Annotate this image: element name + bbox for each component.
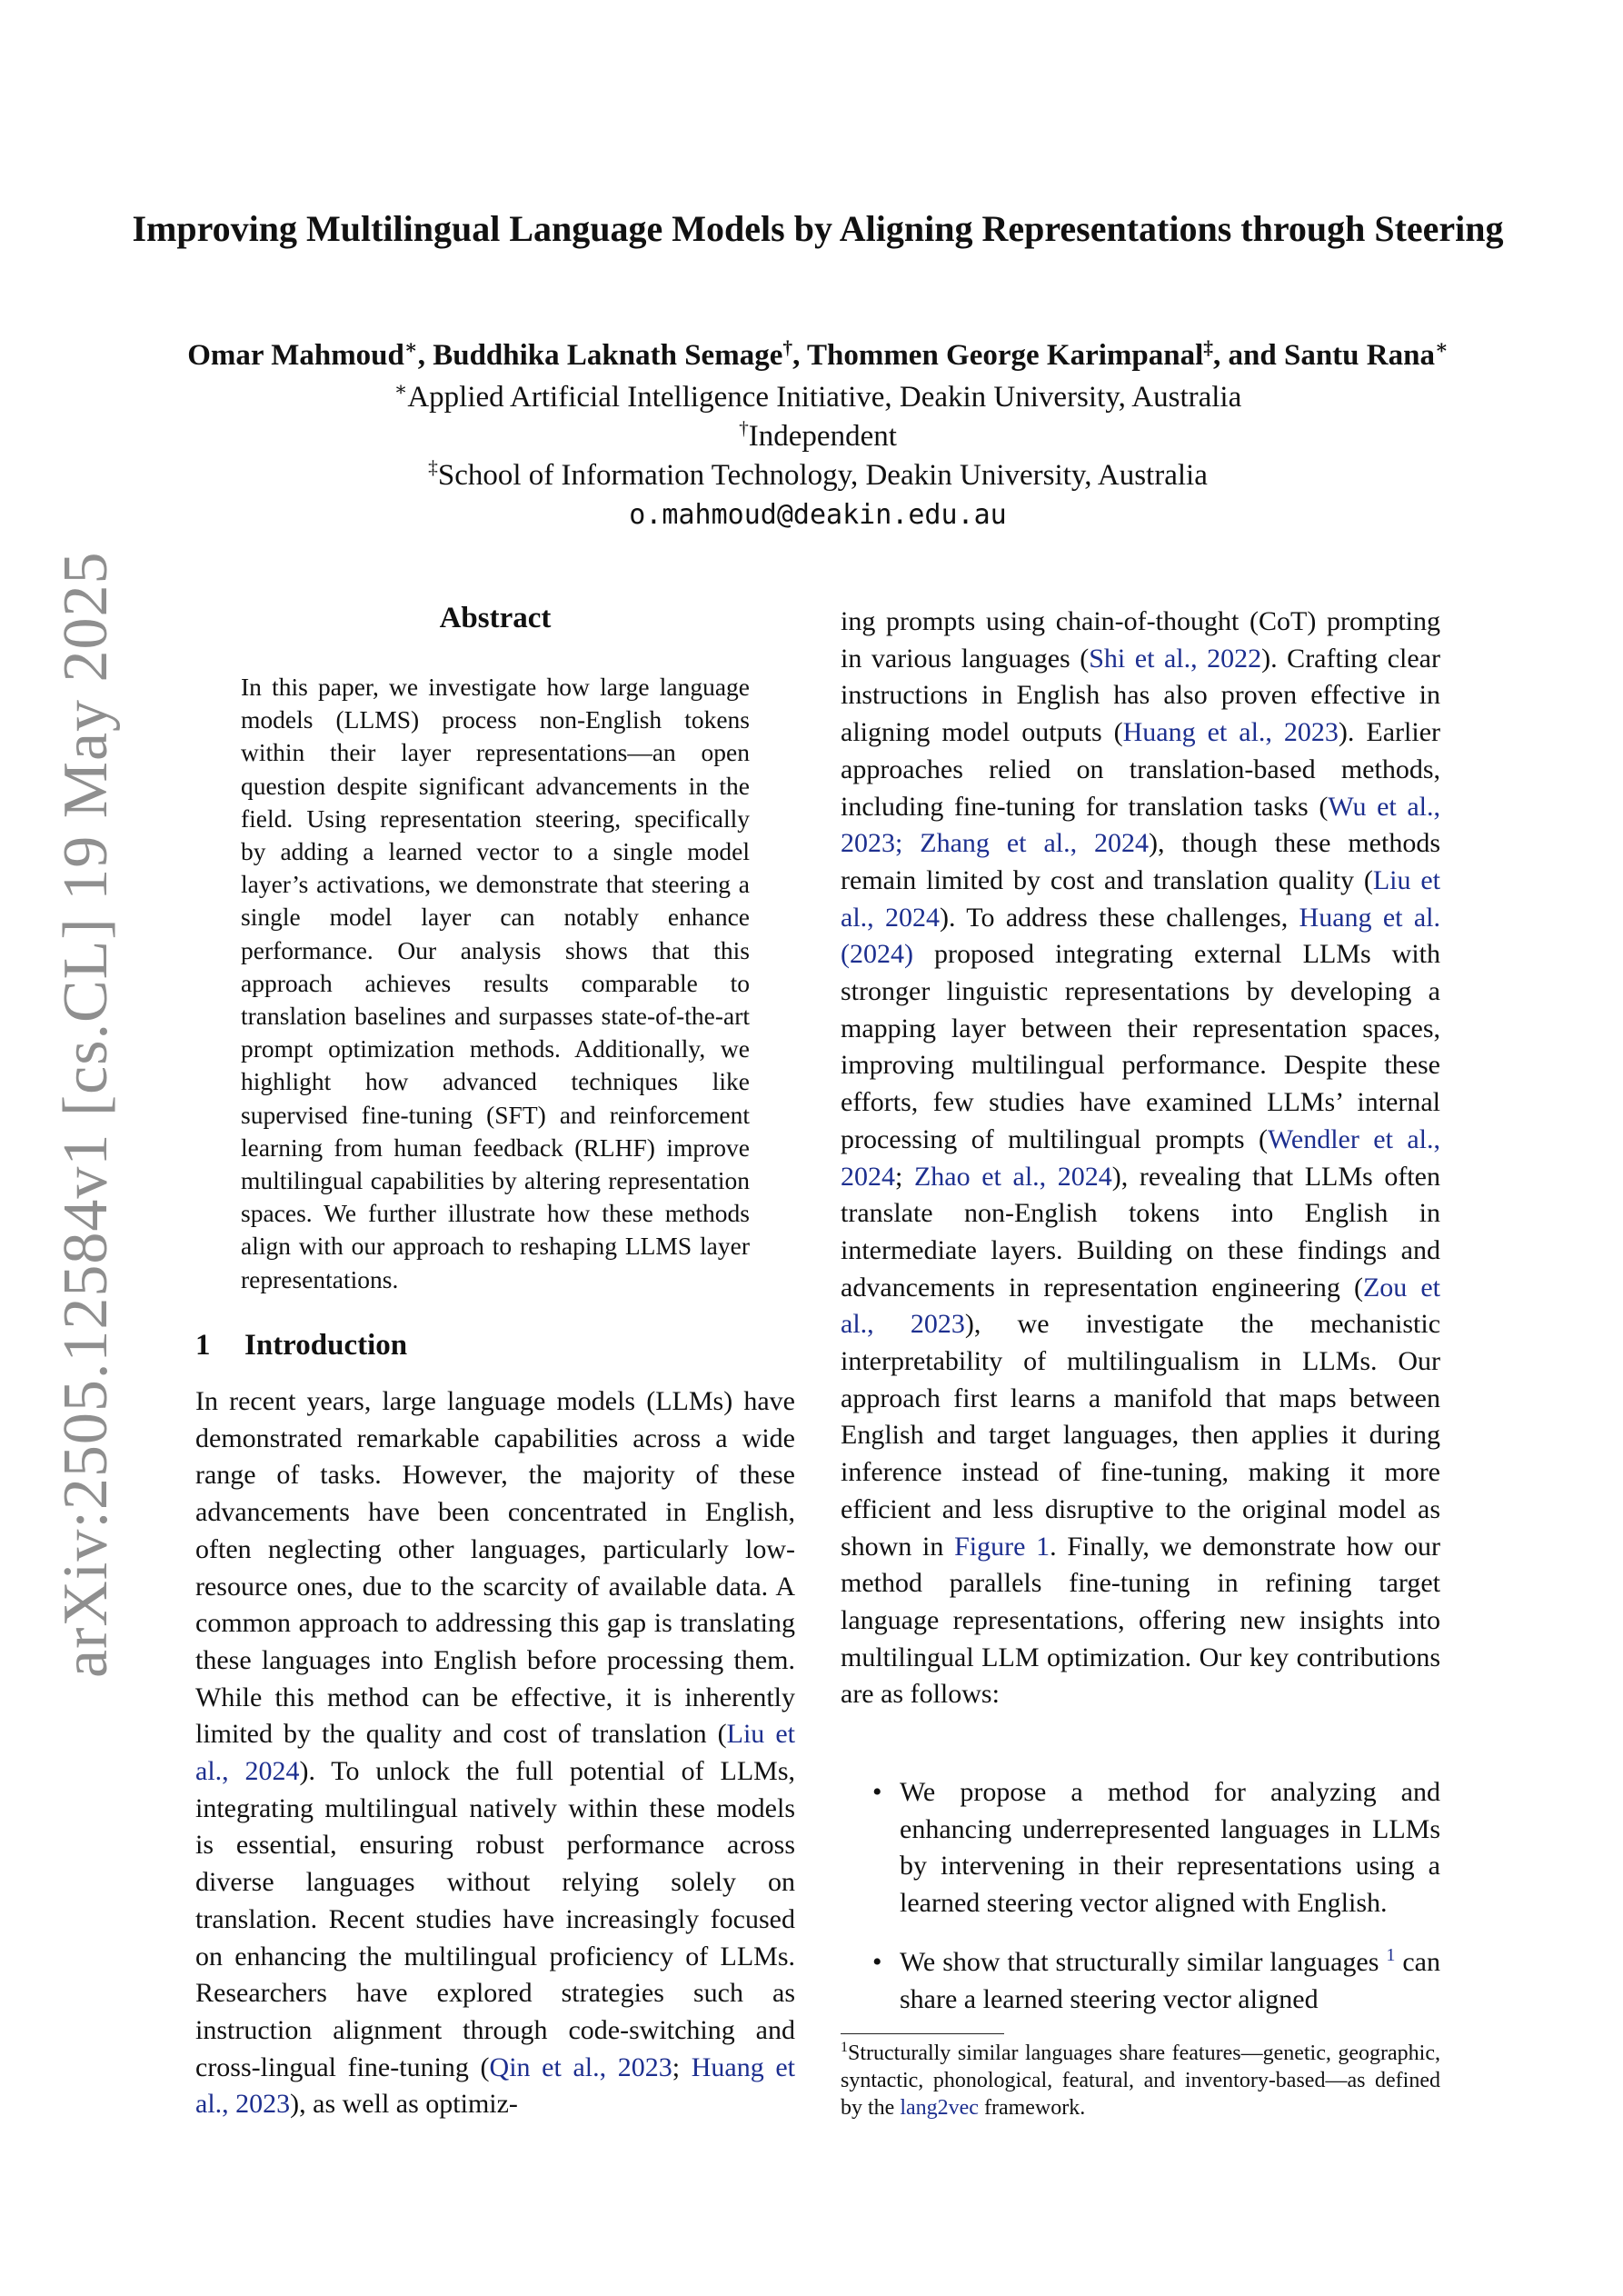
body-text: ), we investigate the mechanistic interpretability of multilingualism in LLMs. Our approach first learns a manifold that maps between English and target languages, then applies it during inference instead of fine-tuning, making it more efficient and less disruptive to the original model as shown in	[841, 1309, 1441, 1562]
arxiv-identifier-stamp: arXiv:2505.12584v1 [cs.CL] 19 May 2025	[51, 551, 121, 1678]
abstract-body	[241, 671, 750, 1296]
author-separator: , and	[1213, 339, 1284, 372]
affil-text: Applied Artificial Intelligence Initiative, Deakin University, Australia	[407, 381, 1242, 414]
citation-link[interactable]: Qin et al., 2023	[489, 2051, 672, 2082]
body-text: In recent years, large language models (LLMs) have demonstrated remarkable capabilities across a wide range of tasks. However, the majority of these advancements have been concentrated in English, often neglecting other languages, particularly low-resource ones, due to the scarcity of available data. A common approach to addressing this gap is translating these languages into English before processing them. While this method can be effective, it is inherently limited by the quality and cost of translation (	[195, 1386, 795, 1750]
citation-link[interactable]: Huang et al. (2024)	[841, 902, 1440, 970]
body-text: ). Earlier approaches relied on translation-based methods, including fine-tuning for translation tasks (	[841, 717, 1441, 822]
list-item-text: We show that structurally similar languages	[900, 1946, 1387, 1977]
abstract-text: ) improve multilingual capabilities by altering representation spaces. We further illustrate how these methods align with our approach to reshaping LLMS layer representations.	[241, 1133, 750, 1293]
intro-paragraph-left	[195, 1383, 795, 2123]
body-text: ). To address these challenges,	[939, 902, 1299, 933]
paper-title: Improving Multilingual Language Models by Aligning Representations through Steering	[132, 208, 1504, 249]
body-text: . Finally, we demonstrate how our method parallels fine-tuning in refining target language representations, offering new insights into multilingual LLM optimization. Our key contributions are as follows:	[841, 1531, 1440, 1710]
body-text: proposed integrating external LLMs with stronger linguistic representations by developing a mapping layer between their representation spaces, improving multilingual performance. Despite these efforts, few studies have examined LLMs’ internal processing of multilingual prompts (	[841, 939, 1440, 1154]
citation-link[interactable]: Huang et al., 2023	[195, 2051, 795, 2120]
abstract-text: In this paper, we investigate how large language models (LLMS) process non-English tokens within their layer representations—an open question despite significant advancements in the field. Using representation steering, specifically by adding a learned vector to a single model layer’s activations, we demonstrate that steering a single model layer can notably enhance performance. Our analysis shows that this approach achieves results comparable to translation baselines and surpasses state-of-the-art prompt optimization methods. Additionally, we highlight how advanced techniques like supervised fine-tuning (	[241, 673, 750, 1129]
author-separator: ,	[417, 339, 433, 372]
citation-link[interactable]: Wu et al., 2023; Zhang et al., 2024	[841, 791, 1440, 859]
section-title: Introduction	[244, 1329, 408, 1362]
abstract-acronym: RLHF	[582, 1133, 647, 1162]
list-item-text: can share a learned steering vector aligned	[900, 1946, 1440, 2014]
figure-reference-link[interactable]: Figure 1	[954, 1531, 1050, 1562]
abstract-acronym: SFT	[494, 1100, 538, 1129]
footnote-text: Structurally similar languages share features—genetic, geographic, syntactic, phonological, featural, and inventory-based—as defined by the	[841, 2041, 1440, 2120]
citation-link[interactable]: Wendler et al., 2024	[841, 1123, 1441, 1192]
contributions-list	[872, 1774, 1440, 2040]
body-text: ), though these methods remain limited by cost and translation quality (	[841, 828, 1440, 895]
list-item-text: We propose a method for analyzing and enhancing underrepresented languages in LLMs by intervening in their representations using a learned steering vector aligned with English.	[900, 1777, 1440, 1919]
citation-link[interactable]: Zhao et al., 2024	[913, 1161, 1112, 1192]
affil-text: School of Information Technology, Deakin University, Australia	[437, 459, 1208, 492]
body-text: ). To unlock the full potential of LLMs, integrating multilingual natively within these models is essential, ensuring robust performance across diverse languages without relying solely on translation. Recent studies have increasingly focused on enhancing the multilingual proficiency of LLMs. Researchers have explored strategies such as instruction alignment through code-switching and cross-lingual fine-tuning (	[195, 1756, 795, 2082]
author-name: Omar Mahmoud	[187, 339, 404, 372]
footnote-mark: 1	[841, 2040, 848, 2055]
lang2vec-link[interactable]: lang2vec	[900, 2096, 979, 2120]
author-name: Thommen George Karimpanal	[806, 339, 1204, 372]
footnote	[841, 2040, 1440, 2121]
author-affil-mark: ∗	[403, 336, 418, 358]
affil-mark: ∗	[393, 378, 408, 400]
affiliation-line	[109, 456, 1527, 495]
citation-link[interactable]: Shi et al., 2022	[1089, 643, 1262, 674]
author-list	[91, 336, 1545, 374]
body-text: ), as well as optimiz-	[290, 2089, 518, 2120]
body-text: ). Crafting clear instructions in English has also proven effective in aligning model outputs (	[841, 643, 1440, 748]
body-text: ing prompts using chain-of-thought (CoT) prompting in various languages (	[841, 606, 1440, 674]
author-affil-mark: ‡	[1203, 336, 1213, 358]
author-separator: ,	[792, 339, 807, 372]
citation-link[interactable]: Liu et al., 2024	[195, 1719, 796, 1787]
citation-link[interactable]: Liu et al., 2024	[841, 864, 1441, 933]
list-item	[872, 1944, 1440, 2018]
body-text: ), revealing that LLMs often translate non-English tokens into English in intermediate layers. Building on these findings and advancements in representation engineering (	[841, 1161, 1440, 1303]
intro-paragraph-right	[841, 604, 1440, 1713]
author-affil-mark: †	[782, 336, 793, 358]
footnote-text: framework.	[978, 2096, 1086, 2120]
footnote-reference-link[interactable]: 1	[1386, 1944, 1396, 1965]
affiliation-line	[109, 378, 1527, 417]
affiliation-block	[109, 378, 1527, 534]
affil-mark: †	[739, 417, 749, 439]
citation-link[interactable]: Zou et al., 2023	[841, 1272, 1440, 1340]
abstract-text: ) and reinforcement learning from human feedback (	[241, 1100, 750, 1162]
bullet-icon: •	[872, 1777, 882, 1807]
author-name: Santu Rana	[1283, 339, 1435, 372]
abstract-heading: Abstract	[439, 602, 552, 634]
citation-separator: ;	[672, 2051, 692, 2082]
footnote-divider	[841, 2033, 1004, 2034]
affil-mark: ‡	[428, 456, 438, 478]
author-affil-mark: ∗	[1434, 336, 1449, 358]
list-item	[872, 1774, 1440, 1922]
affil-text: Independent	[748, 420, 897, 453]
contact-email[interactable]: o.mahmoud@deakin.edu.au	[629, 499, 1007, 531]
citation-separator: ;	[895, 1161, 914, 1192]
section-number: 1	[195, 1329, 211, 1362]
citation-link[interactable]: Huang et al., 2023	[1122, 717, 1339, 748]
author-name: Buddhika Laknath Semage	[433, 339, 783, 372]
affiliation-line	[109, 417, 1527, 456]
section-heading-introduction	[195, 1329, 407, 1363]
bullet-icon: •	[872, 1946, 882, 1977]
